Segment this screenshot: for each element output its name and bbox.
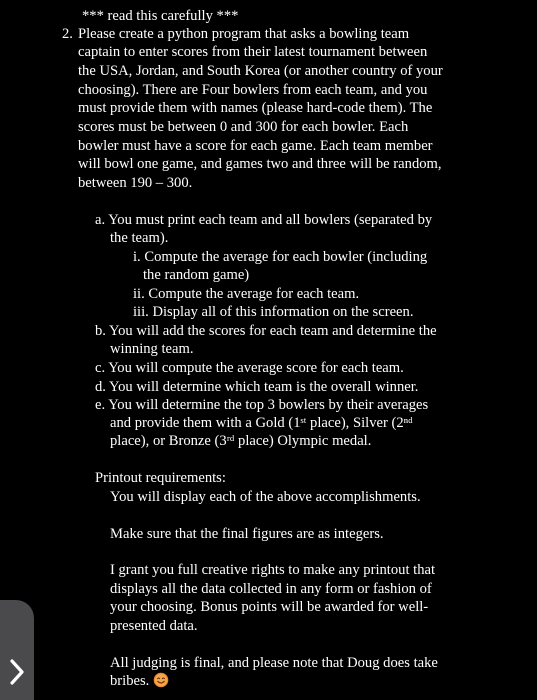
closing-line-text: bribes. xyxy=(110,673,150,689)
item-iii: iii. Display all of this information on the screen. xyxy=(133,304,414,320)
intro-line: must provide them with names (please hard-code them). The xyxy=(78,100,433,116)
intro-line: bowler must have a score for each game. Each team member xyxy=(78,138,433,154)
intro-line: choosing). There are Four bowlers from each team, and you xyxy=(78,82,428,98)
printout-heading: Printout requirements: xyxy=(95,470,226,486)
item-i: i. Compute the average for each bowler (including xyxy=(133,249,428,265)
item-ii: ii. Compute the average for each team. xyxy=(133,286,360,302)
closing-line-final xyxy=(110,672,169,690)
item-b: b. You will add the scores for each team and determine the xyxy=(95,323,437,339)
intro-line: scores must be between 0 and 300 for each bowler. Each xyxy=(78,119,409,135)
printout-line: You will display each of the above accomplishments. xyxy=(110,489,421,505)
intro-line: captain to enter scores from their latest tournament between xyxy=(78,44,428,60)
smiling-face-emoji-icon xyxy=(153,672,169,688)
problem-number: 2. xyxy=(62,26,73,42)
intro-line: the USA, Jordan, and South Korea (or another country of your xyxy=(78,63,443,79)
item-b-cont: winning team. xyxy=(110,341,194,357)
printout-line: Make sure that the final figures are as integers. xyxy=(110,526,384,542)
intro-line: Please create a python program that asks a bowling team xyxy=(78,26,410,42)
chevron-right-icon xyxy=(8,658,26,686)
grant-line: presented data. xyxy=(110,618,198,634)
item-e: e. You will determine the top 3 bowlers by their averages xyxy=(95,397,429,413)
item-d: d. You will determine which team is the overall winner. xyxy=(95,379,419,395)
header-note: *** read this carefully *** xyxy=(82,8,239,24)
item-i-cont: the random game) xyxy=(143,267,250,283)
grant-line: displays all the data collected in any form or fashion of xyxy=(110,581,432,597)
next-page-button[interactable] xyxy=(0,600,34,700)
item-a-cont: the team). xyxy=(110,230,169,246)
grant-line: your choosing. Bonus points will be awarded for well- xyxy=(110,599,429,615)
grant-line: I grant you full creative rights to make any printout that xyxy=(110,562,436,578)
intro-line: between 190 – 300. xyxy=(78,175,193,191)
item-e-cont: and provide them with a Gold (1ˢᵗ place), Silver (2ⁿᵈ xyxy=(110,415,413,431)
item-a: a. You must print each team and all bowlers (separated by xyxy=(95,212,433,228)
item-e-cont: place), or Bronze (3ʳᵈ place) Olympic medal. xyxy=(110,433,372,449)
item-c: c. You will compute the average score for each team. xyxy=(95,360,404,376)
intro-line: will bowl one game, and games two and three will be random, xyxy=(78,156,442,172)
closing-line: All judging is final, and please note that Doug does take xyxy=(110,655,438,671)
